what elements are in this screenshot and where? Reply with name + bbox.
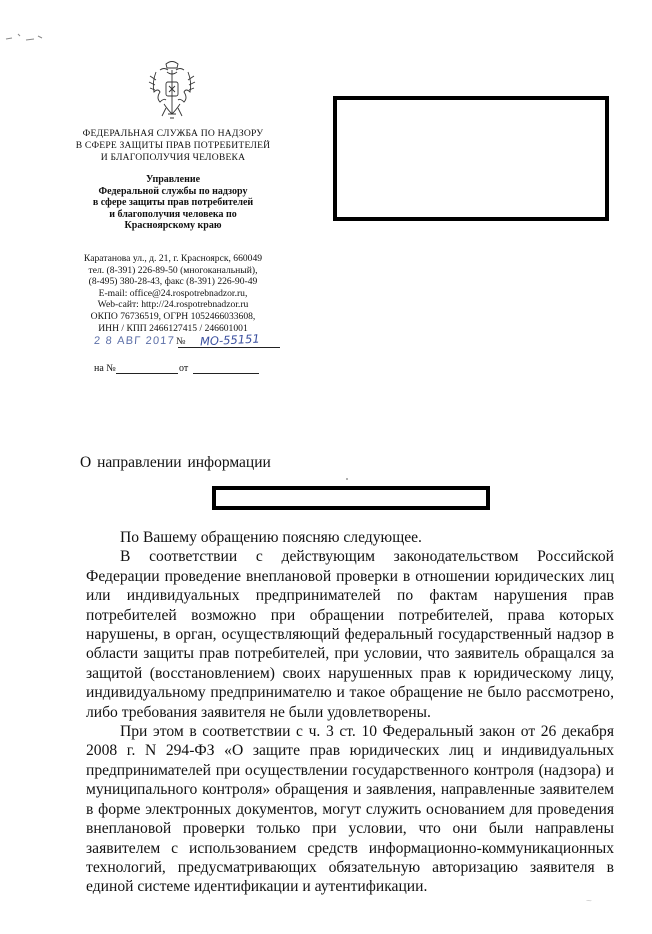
federal-service-line: И БЛАГОПОЛУЧИЯ ЧЕЛОВЕКА (100, 151, 246, 163)
department-line: Федеральной службы по надзору (98, 185, 248, 197)
number-underline (178, 347, 280, 348)
handwritten-number: МО-55151 (199, 331, 261, 349)
body-paragraph: При этом в соответствии с ч. 3 ст. 10 Федеральный закон от 26 декабря 2008 г. N 294-ФЗ «О защите прав юридических лиц и индивидуальных предпринимателей при осуществлении государственного контроля (надзора) и муниципального контроля» обращения и заявления, направленные заявителем в форме электронных документов, могут служить основанием для проведения внеплановой проверки только при условии, что они были направлены заявителем с использованием средств информационно-коммуникационных технологий, предусматривающих обязательную авторизацию заявителя в единой системе идентификации и аутентификации. (86, 723, 614, 896)
number-label: № (176, 336, 186, 347)
contact-phone-fax: (8-495) 380-28-43, факс (8-391) 226-90-49 (88, 276, 258, 288)
scan-dot (346, 478, 348, 480)
department-line: Красноярскому краю (124, 220, 222, 232)
department-line: и благополучия человека по (109, 208, 237, 220)
reference-from-label: от (179, 363, 189, 374)
letter-subject: О направлении информации (80, 454, 271, 471)
letter-body (86, 528, 614, 897)
body-paragraph: В соответствии с действующим законодательством Российской Федерации проведение внеплановой проверки в отношении юридических лиц или индивидуальных предпринимателей по фактам нарушения прав потребителей возможно при обращении потребителей, права которых нарушены, в орган, осуществляющий федеральный государственный надзор в области защиты прав потребителей, при условии, что заявитель обращался за защитой (восстановлением) своих нарушенных прав к юридическому лицу, индивидуальному предпринимателю и такое обращение не было рассмотрено, либо требования заявителя не были удовлетворены. (86, 548, 614, 721)
contact-address: Каратанова ул., д. 21, г. Красноярск, 660049 (83, 253, 263, 264)
coat-of-arms-icon (146, 58, 198, 122)
reference-prefix: на № (94, 363, 116, 374)
redacted-recipient-address (333, 96, 609, 221)
federal-service-name (68, 128, 278, 163)
body-paragraph: По Вашему обращению поясняю следующее. (120, 529, 422, 546)
outgoing-registration-row (93, 331, 294, 351)
contact-inn-kpp: ИНН / КПП 2466127415 / 246601001 (98, 322, 248, 334)
contact-phone: тел. (8-391) 226-89-50 (многоканальный), (88, 264, 258, 276)
reference-date-line (193, 373, 259, 374)
date-stamp: 2 8 АВГ 2017 (93, 335, 176, 347)
redacted-recipient-name (212, 486, 490, 510)
federal-service-line: ФЕДЕРАЛЬНАЯ СЛУЖБА ПО НАДЗОРУ (82, 128, 264, 139)
reference-number-line (116, 373, 178, 374)
department-line: Управление (145, 174, 201, 185)
department-line: в сфере защиты прав потребителей (92, 197, 254, 209)
contact-website: Web-сайт: http://24.rospotrebnadzor.ru (97, 299, 249, 311)
reference-row (84, 363, 284, 377)
contact-details (66, 253, 280, 334)
department-name (68, 174, 278, 232)
contact-okpo-ogrn: ОКПО 76736519, ОГРН 1052466033608, (90, 310, 256, 322)
contact-email: E-mail: office@24.rospotrebnadzor.ru, (98, 287, 248, 299)
faint-page-mark: ~ (586, 896, 592, 907)
scan-artifact-mark (4, 30, 44, 44)
federal-service-line: В СФЕРЕ ЗАЩИТЫ ПРАВ ПОТРЕБИТЕЛЕЙ (75, 139, 271, 151)
